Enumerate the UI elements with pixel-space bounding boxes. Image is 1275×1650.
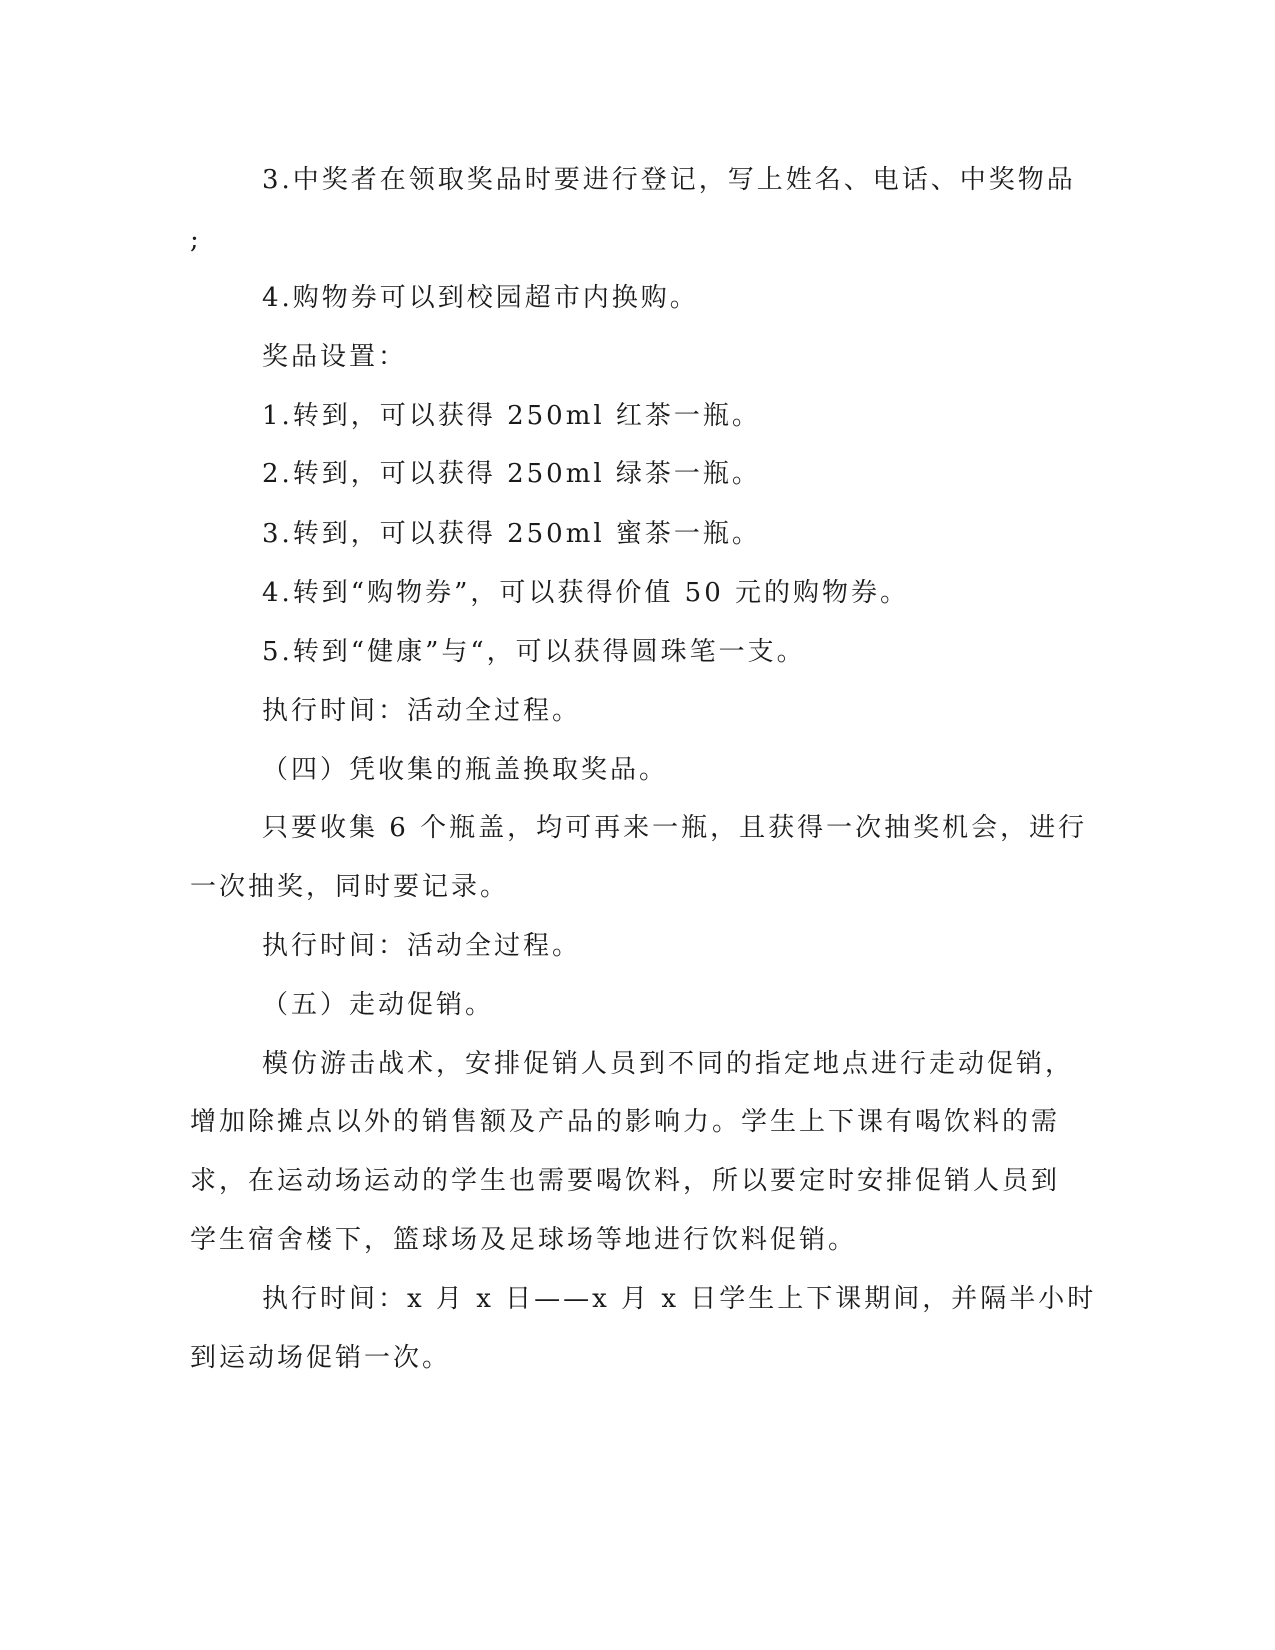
text-line-18: 求，在运动场运动的学生也需要喝饮料，所以要定时安排促销人员到	[190, 1166, 1061, 1196]
text-line-04: 奖品设置：	[262, 342, 408, 372]
text-line-07: 3.转到，可以获得 250ml 蜜茶一瓶。	[262, 519, 761, 549]
text-line-11: （四）凭收集的瓶盖换取奖品。	[262, 755, 669, 785]
text-line-08: 4.转到“购物券”，可以获得价值 50 元的购物券。	[262, 578, 910, 608]
text-line-17: 增加除摊点以外的销售额及产品的影响力。学生上下课有喝饮料的需	[190, 1107, 1061, 1137]
text-line-21: 到运动场促销一次。	[190, 1343, 452, 1373]
text-line-13: 一次抽奖，同时要记录。	[190, 872, 510, 902]
text-line-16: 模仿游击战术，安排促销人员到不同的指定地点进行走动促销，	[262, 1049, 1075, 1079]
text-line-19: 学生宿舍楼下，篮球场及足球场等地进行饮料促销。	[190, 1225, 858, 1255]
text-line-20: 执行时间：x 月 x 日——x 月 x 日学生上下课期间，并隔半小时	[262, 1284, 1097, 1314]
text-line-06: 2.转到，可以获得 250ml 绿茶一瓶。	[262, 459, 761, 489]
text-line-02: ;	[190, 225, 202, 255]
text-line-05: 1.转到，可以获得 250ml 红茶一瓶。	[262, 401, 761, 431]
text-line-12: 只要收集 6 个瓶盖，均可再来一瓶，且获得一次抽奖机会，进行	[262, 813, 1088, 843]
text-line-01: 3.中奖者在领取奖品时要进行登记，写上姓名、电话、中奖物品	[262, 165, 1076, 195]
text-line-14: 执行时间：活动全过程。	[262, 931, 582, 961]
text-line-15: （五）走动促销。	[262, 990, 495, 1020]
text-line-10: 执行时间：活动全过程。	[262, 696, 582, 726]
text-line-09: 5.转到“健康”与“，可以获得圆珠笔一支。	[262, 637, 806, 667]
text-line-03: 4.购物券可以到校园超市内换购。	[262, 283, 699, 313]
